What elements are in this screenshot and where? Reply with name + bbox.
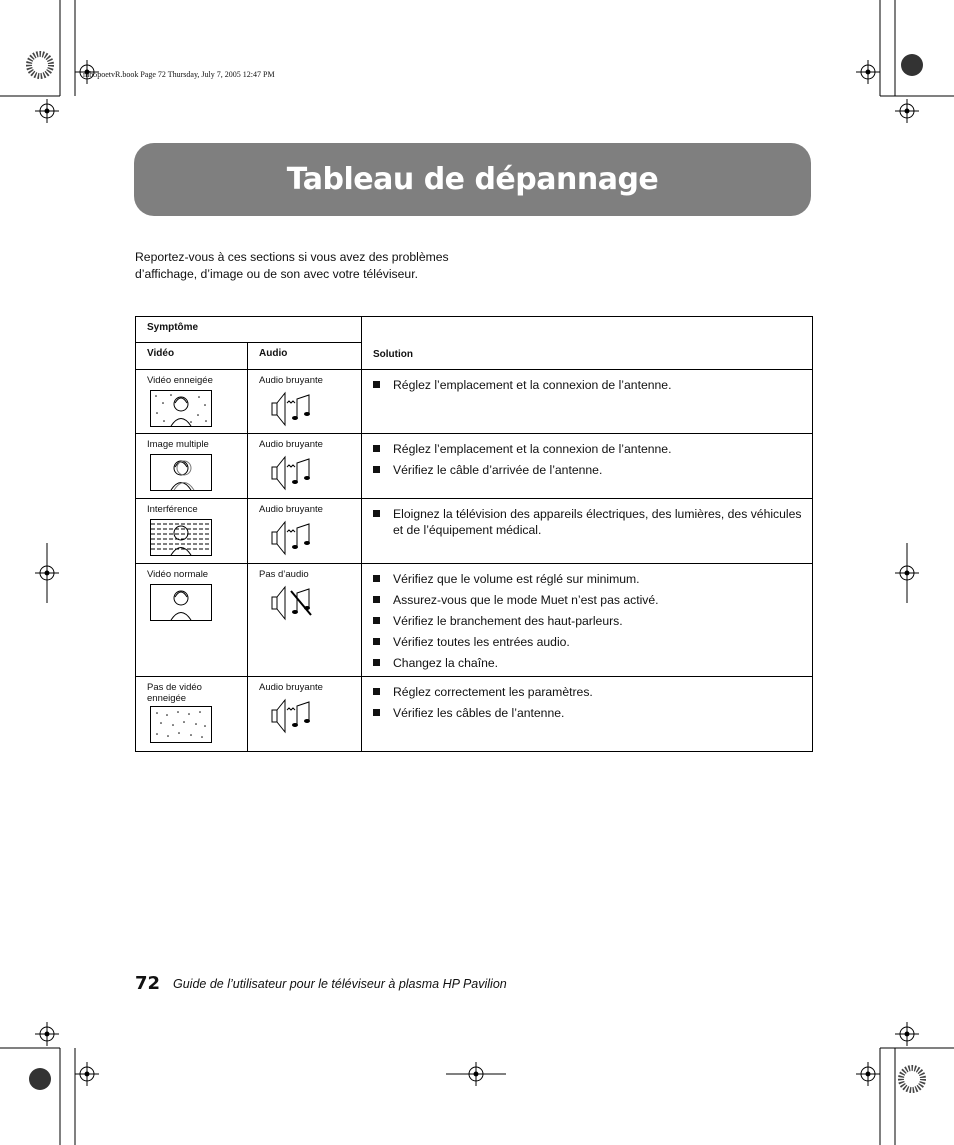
intro-paragraph: Reportez-vous à ces sections si vous avez des problèmes d’affichage, d’image ou de son avec votre téléviseur.	[135, 250, 449, 281]
audio-header: Audio	[259, 348, 288, 359]
solution-header: Solution	[373, 349, 413, 360]
audio-symptom-label: Audio bruyante	[259, 682, 323, 693]
page-title: Tableau de dépannage	[286, 162, 659, 197]
noisy-speaker-icon	[269, 518, 315, 558]
video-symptom-label: Pas de vidéo enneigée	[147, 682, 202, 704]
noisy-speaker-icon	[269, 696, 315, 736]
solution-list	[362, 377, 812, 393]
table-row	[136, 370, 813, 434]
ghost-picture-icon	[150, 454, 212, 491]
muted-speaker-icon	[269, 583, 315, 623]
solution-item: Changez la chaîne.	[372, 655, 802, 671]
solution-item: Vérifiez les câbles de l’antenne.	[372, 705, 802, 721]
solution-item: Réglez l’emplacement et la connexion de l’antenne.	[372, 377, 802, 393]
audio-symptom-label: Audio bruyante	[259, 375, 323, 386]
solution-list	[362, 571, 812, 671]
print-header: mb5poetvR.book Page 72 Thursday, July 7, 2005 12:47 PM	[83, 70, 275, 79]
video-symptom-label: Interférence	[147, 504, 198, 515]
solution-header-cell	[362, 317, 813, 370]
video-symptom-label: Vidéo enneigée	[147, 375, 213, 386]
audio-symptom-label: Pas d’audio	[259, 569, 309, 580]
table-row	[136, 499, 813, 564]
audio-symptom-label: Audio bruyante	[259, 439, 323, 450]
solution-item: Eloignez la télévision des appareils électriques, des lumières, des véhicules et de l’équipement médical.	[372, 506, 802, 538]
troubleshooting-table	[135, 316, 813, 752]
table-row	[136, 677, 813, 752]
solution-list	[362, 441, 812, 478]
table-row	[136, 434, 813, 499]
solution-item: Vérifiez le câble d’arrivée de l’antenne.	[372, 462, 802, 478]
video-symptom-label: Vidéo normale	[147, 569, 209, 580]
solution-item: Vérifiez que le volume est réglé sur minimum.	[372, 571, 802, 587]
solution-list	[362, 684, 812, 721]
video-header-cell	[136, 343, 248, 370]
title-banner	[134, 143, 811, 216]
interference-picture-icon	[150, 519, 212, 556]
table-row	[136, 564, 813, 677]
page-number: 72	[135, 973, 161, 994]
noisy-speaker-icon	[269, 453, 315, 493]
solution-list	[362, 506, 812, 538]
solution-item: Réglez correctement les paramètres.	[372, 684, 802, 700]
snow-only-picture-icon	[150, 706, 212, 743]
video-symptom-label: Image multiple	[147, 439, 209, 450]
audio-symptom-label: Audio bruyante	[259, 504, 323, 515]
audio-header-cell	[248, 343, 362, 370]
snowy-picture-icon	[150, 390, 212, 427]
normal-picture-icon	[150, 584, 212, 621]
solution-item: Assurez-vous que le mode Muet n’est pas activé.	[372, 592, 802, 608]
footer-text: Guide de l’utilisateur pour le téléviseur à plasma HP Pavilion	[173, 977, 507, 991]
solution-item: Vérifiez le branchement des haut-parleurs.	[372, 613, 802, 629]
solution-item: Réglez l’emplacement et la connexion de l’antenne.	[372, 441, 802, 457]
symptom-header: Symptôme	[147, 322, 199, 333]
video-header: Vidéo	[147, 348, 175, 359]
solution-item: Vérifiez toutes les entrées audio.	[372, 634, 802, 650]
noisy-speaker-icon	[269, 389, 315, 429]
symptom-header-cell	[136, 317, 362, 343]
